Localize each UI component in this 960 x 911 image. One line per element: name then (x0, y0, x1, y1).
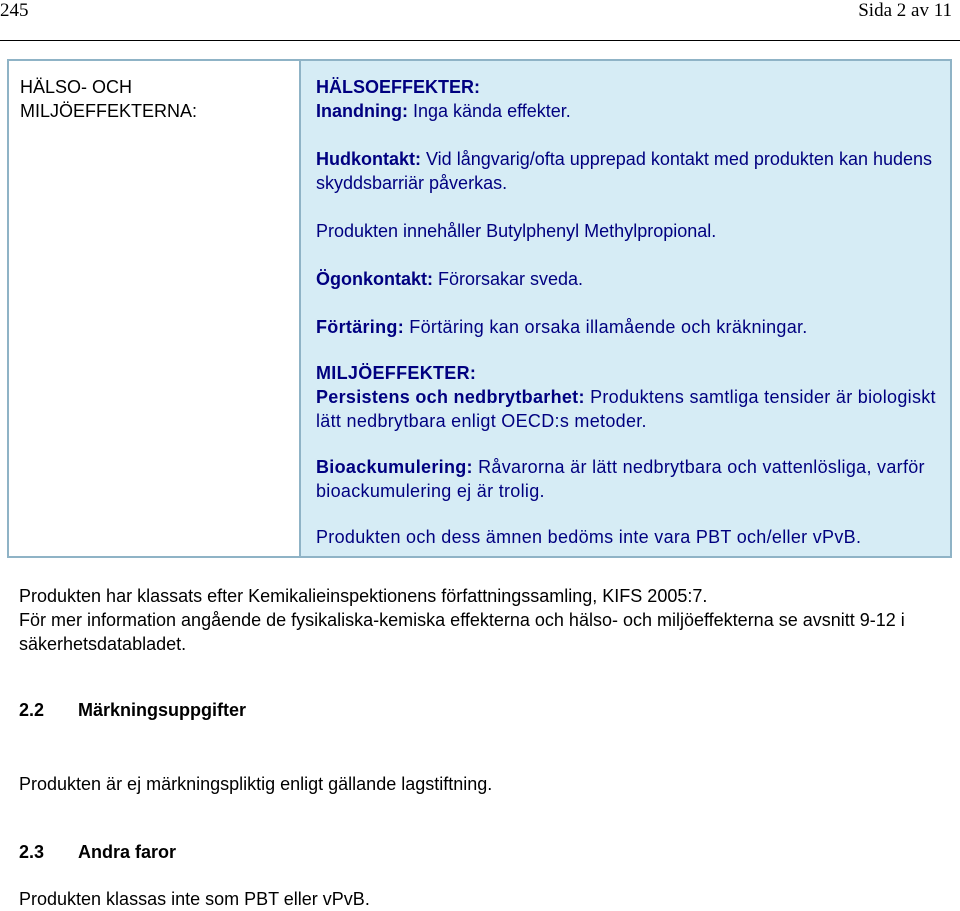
eye-text: Förorsakar sveda. (433, 269, 584, 289)
effects-label-line2: MILJÖEFFEKTERNA: (20, 101, 198, 121)
section-2-2-text: Produkten är ej märkningspliktig enligt gällande lagstiftning. (19, 774, 493, 794)
health-effects-heading: HÄLSOEFFEKTER: (316, 77, 480, 97)
bioaccumulation-label: Bioackumulering: (316, 457, 473, 477)
eye-label: Ögonkontakt: (316, 269, 433, 289)
skin-paragraph (316, 147, 938, 195)
ingestion-text: Förtäring kan orsaka illamående och kräkningar. (404, 317, 808, 337)
section-2-3-number: 2.3 (19, 842, 45, 862)
inhalation-paragraph (316, 99, 938, 123)
ingestion-label: Förtäring: (316, 317, 404, 337)
page-indicator: Sida 2 av 11 (858, 0, 952, 21)
section-2-3-text: Produkten klassas inte som PBT eller vPvB. (19, 889, 370, 909)
effects-content-cell (301, 61, 950, 556)
skin-label: Hudkontakt: (316, 149, 421, 169)
inhalation-text: Inga kända effekter. (407, 101, 571, 121)
section-2-2-number: 2.2 (19, 700, 45, 720)
skin-text: Vid långvarig/ofta upprepad kontakt med produkten kan hudens skyddsbarriär påverkas. (316, 149, 933, 193)
persistence-text: Produktens samtliga tensider är biologiskt lätt nedbrytbara enligt OECD:s metoder. (316, 387, 936, 431)
section-2-2-title: Märkningsuppgifter (78, 700, 247, 720)
document-number: 245 (0, 0, 29, 21)
effects-label-line1: HÄLSO- OCH (20, 77, 133, 97)
environment-effects-heading-text: MILJÖEFFEKTER: (316, 363, 477, 383)
effects-label-cell (9, 61, 301, 556)
effects-label (20, 75, 197, 123)
ingestion-paragraph (316, 315, 938, 339)
bioaccumulation-paragraph (316, 455, 938, 503)
classification-note (19, 584, 939, 656)
inhalation-label: Inandning: (316, 101, 408, 121)
persistence-paragraph (316, 385, 938, 433)
bioaccumulation-text: Råvarorna är lätt nedbrytbara och vattenlösliga, varför bioackumulering ej är trolig. (316, 457, 925, 501)
health-environment-effects-table (7, 59, 952, 558)
environment-effects-heading (316, 361, 938, 385)
classification-line1: Produkten har klassats efter Kemikalieinspektionens författningssamling, KIFS 2005:7. (19, 586, 708, 606)
eye-paragraph (316, 267, 938, 291)
pbt-paragraph: Produkten och dess ämnen bedöms inte vara PBT och/eller vPvB. (316, 527, 862, 547)
classification-line2: För mer information angående de fysikaliska-kemiska effekterna och hälso- och miljöeffekterna se avsnitt 9-12 i säkerhetsdatabladet. (19, 610, 905, 654)
persistence-label: Persistens och nedbrytbarhet: (316, 387, 585, 407)
effects-content (316, 75, 938, 549)
section-2-3-title: Andra faror (78, 842, 177, 862)
contains-paragraph: Produkten innehåller Butylphenyl Methylpropional. (316, 221, 717, 241)
header-rule (0, 40, 960, 41)
